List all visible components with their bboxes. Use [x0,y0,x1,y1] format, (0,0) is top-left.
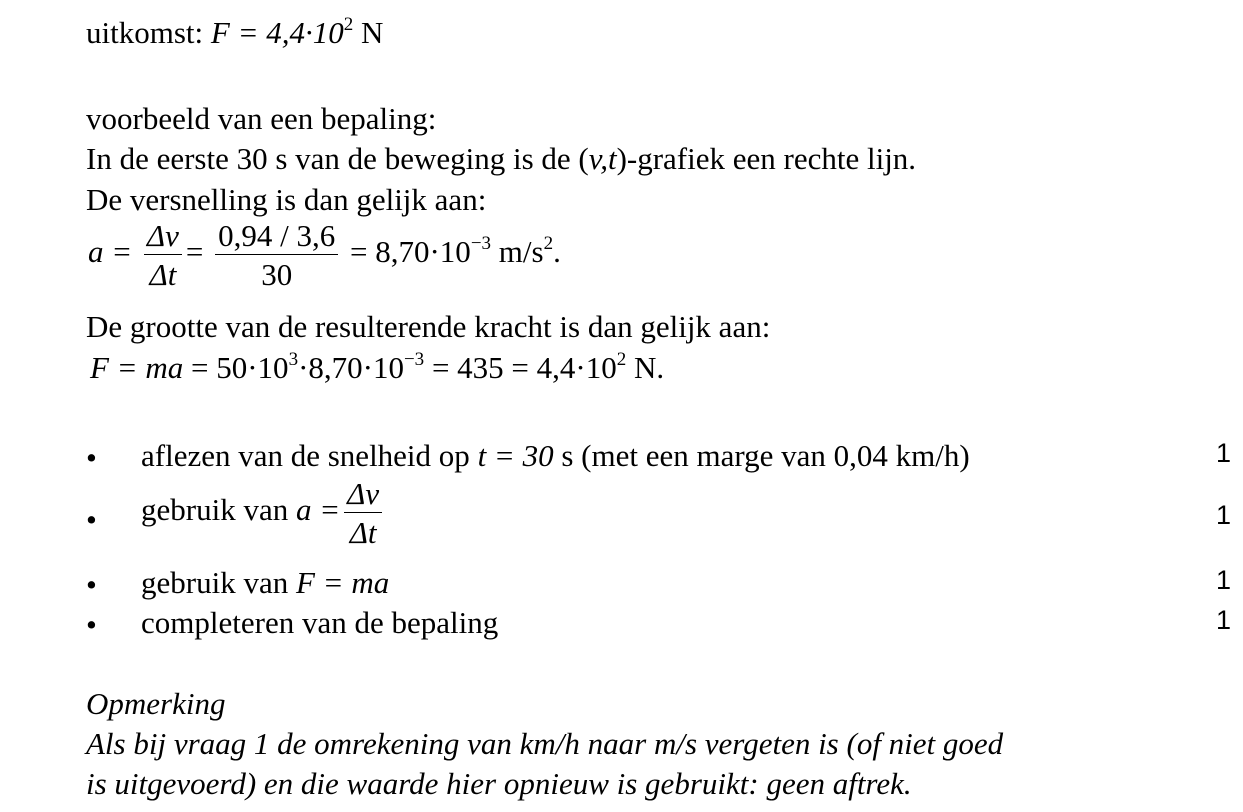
criterion-1-lhs: a = [295,492,341,528]
eq1-result: = 8,70·10 [350,234,471,270]
eq2-unit: N. [633,350,665,385]
example-line3: De grootte van de resulterende kracht is dan gelijk aan: [86,309,771,344]
criterion-2-pre: gebruik van [141,565,289,600]
eq2-part2: ·8,70·10 [298,350,404,385]
eq1-unit: m/s [498,234,544,270]
eq1-end: . [553,234,561,270]
criterion-1-pre: gebruik van [141,492,289,528]
criterion-text [141,478,386,548]
criterion-row [0,567,1243,607]
eq1-frac2-den: 30 [261,257,293,292]
criterion-score: 1 [1215,438,1231,468]
remark-line2: is uitgevoerd) en die waarde hier opnieuw is gebruikt: geen aftrek. [86,766,912,801]
criterion-0-post: s (met een marge van 0,04 km/h) [561,438,970,473]
eq2-exp2: −3 [403,349,425,370]
result-line [86,14,384,50]
criterion-0-pre: aflezen van de snelheid op [141,438,470,473]
example-line1-post: )-grafiek een rechte lijn. [616,141,917,176]
eq1-fraction-delta [144,220,182,290]
criterion-1-frac-den: Δt [349,515,377,550]
bullet-marker: • [86,440,97,475]
bullet-marker: • [86,502,97,537]
eq2-exp3: 2 [616,349,627,370]
criterion-score: 1 [1215,605,1231,635]
example-line1-pre: In de eerste 30 s van de beweging is de ( [86,141,589,176]
criterion-text [141,567,389,598]
remark-line1: Als bij vraag 1 de omrekening van km/h naar m/s vergeten is (of niet goed [86,726,1004,761]
eq1-frac1-num: Δv [144,220,182,255]
result-label: uitkomst: [86,15,204,50]
result-unit: N [361,15,384,50]
criterion-0-var: t = 30 [477,438,554,473]
example-line2: De versnelling is dan gelijk aan: [86,182,487,217]
criterion-1-fraction [344,478,382,548]
eq2-lhs: F = ma [90,350,184,385]
eq2-part1: = 50·10 [191,350,289,385]
eq1-frac2-num: 0,94 / 3,6 [215,220,338,255]
criterion-score: 1 [1215,565,1231,595]
result-formula: F = 4,4·10 [210,15,344,50]
criterion-2-var: F = ma [295,565,390,600]
criterion-row [0,440,1243,480]
force-equation [90,349,665,385]
eq2-exp1: 3 [288,349,299,370]
eq1-unit-exp: 2 [543,233,554,255]
criterion-1-frac-num: Δv [344,478,382,513]
result-exponent: 2 [343,14,354,35]
criterion-text [141,440,970,471]
example-heading: voorbeeld van een bepaling: [86,101,437,136]
bullet-marker: • [86,567,97,602]
criterion-score: 1 [1215,500,1231,530]
eq1-lhs: a = [88,234,133,270]
acceleration-equation: a = $\frac{\Delta v}{\Delta t}$ = $\frac{0,94 / 3,6}{30}$ = $8,70\cdot 10^{-3}$ $m/s^2$. [88,218,561,292]
bullet-marker: • [86,607,97,642]
remark-title: Opmerking [86,686,226,721]
eq1-result-exp: −3 [470,233,492,255]
eq1-fraction-values [215,220,338,290]
eq2-part3: = 435 = 4,4·10 [431,350,617,385]
example-line1-var: v,t [588,141,617,176]
eq1-frac1-den: Δt [149,257,177,292]
criterion-row [0,607,1243,647]
criterion-text: completeren van de bepaling [141,605,499,640]
example-line1 [86,143,916,174]
